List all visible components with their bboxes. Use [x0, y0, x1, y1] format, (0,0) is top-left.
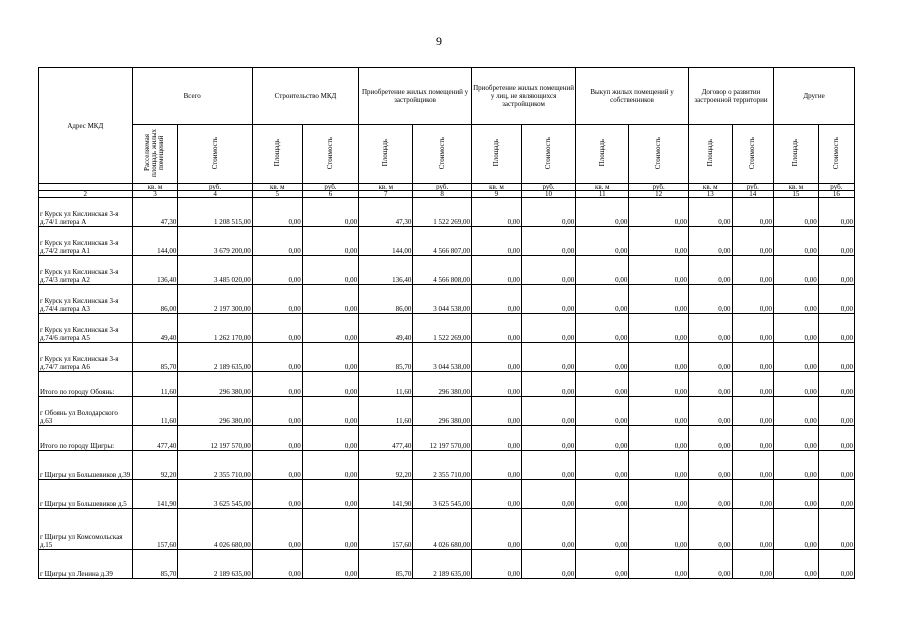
value-cell: 0,00 — [302, 256, 358, 285]
value-cell: 0,00 — [471, 285, 521, 314]
value-cell: 0,00 — [302, 314, 358, 343]
value-cell: 0,00 — [732, 397, 774, 426]
value-cell: 0,00 — [302, 451, 358, 480]
value-cell: 296 380,00 — [413, 372, 472, 397]
units-cell: кв. м — [132, 184, 178, 191]
table-row — [39, 285, 855, 314]
value-cell: 0,00 — [576, 509, 629, 550]
value-cell: 0,00 — [629, 372, 689, 397]
subheader-cost: Стоимость — [302, 125, 358, 184]
value-cell: 157,60 — [359, 509, 413, 550]
value-cell: 0,00 — [576, 198, 629, 227]
value-cell: 0,00 — [774, 372, 819, 397]
subheader-area: Площадь — [688, 125, 732, 184]
value-cell: 0,00 — [818, 343, 854, 372]
table-row — [39, 227, 855, 256]
subheader-total-cost: Стоимость — [178, 125, 252, 184]
value-cell: 0,00 — [252, 256, 302, 285]
value-cell: 0,00 — [629, 451, 689, 480]
value-cell: 1 262 170,00 — [178, 314, 252, 343]
value-cell: 1 208 515,00 — [178, 198, 252, 227]
table-row — [39, 256, 855, 285]
value-cell: 3 625 545,00 — [413, 480, 472, 509]
value-cell: 0,00 — [252, 426, 302, 451]
value-cell: 85,70 — [132, 550, 178, 579]
value-cell: 85,70 — [359, 343, 413, 372]
value-cell: 0,00 — [252, 509, 302, 550]
value-cell: 0,00 — [252, 227, 302, 256]
value-cell: 4 026 680,00 — [178, 509, 252, 550]
value-cell: 0,00 — [471, 227, 521, 256]
value-cell: 0,00 — [252, 314, 302, 343]
value-cell: 0,00 — [576, 285, 629, 314]
column-number: 16 — [818, 191, 854, 198]
units-cell — [39, 184, 133, 191]
value-cell: 0,00 — [774, 426, 819, 451]
units-cell: руб. — [732, 184, 774, 191]
value-cell: 0,00 — [521, 227, 575, 256]
value-cell: 0,00 — [302, 198, 358, 227]
column-number: 12 — [629, 191, 689, 198]
value-cell: 0,00 — [774, 285, 819, 314]
address-column-header: Адрес МКД — [39, 68, 133, 184]
value-cell: 0,00 — [471, 198, 521, 227]
value-cell: 11,60 — [359, 372, 413, 397]
value-cell: 3 625 545,00 — [178, 480, 252, 509]
column-number: 9 — [471, 191, 521, 198]
address-cell: г Курск ул Кислинская 3-я д.74/2 литера А1 — [39, 227, 133, 256]
value-cell: 4 566 808,00 — [413, 256, 472, 285]
value-cell: 0,00 — [629, 480, 689, 509]
value-cell: 0,00 — [521, 256, 575, 285]
value-cell: 0,00 — [688, 285, 732, 314]
value-cell: 0,00 — [302, 397, 358, 426]
column-number: 11 — [576, 191, 629, 198]
value-cell: 477,40 — [132, 426, 178, 451]
value-cell: 0,00 — [774, 256, 819, 285]
units-cell: кв. м — [359, 184, 413, 191]
units-row — [39, 184, 855, 191]
value-cell: 4 566 807,00 — [413, 227, 472, 256]
value-cell: 0,00 — [732, 198, 774, 227]
value-cell: 0,00 — [732, 285, 774, 314]
units-cell: руб. — [413, 184, 472, 191]
table-row — [39, 550, 855, 579]
value-cell: 0,00 — [521, 397, 575, 426]
value-cell: 0,00 — [576, 550, 629, 579]
value-cell: 0,00 — [576, 227, 629, 256]
value-cell: 0,00 — [576, 480, 629, 509]
value-cell: 0,00 — [629, 550, 689, 579]
value-cell: 0,00 — [818, 314, 854, 343]
column-number: 5 — [252, 191, 302, 198]
units-cell: кв. м — [688, 184, 732, 191]
value-cell: 3 044 538,00 — [413, 343, 472, 372]
value-cell: 0,00 — [521, 509, 575, 550]
value-cell: 0,00 — [629, 227, 689, 256]
units-cell: кв. м — [576, 184, 629, 191]
value-cell: 0,00 — [688, 372, 732, 397]
value-cell: 0,00 — [302, 550, 358, 579]
value-cell: 86,00 — [359, 285, 413, 314]
value-cell: 0,00 — [732, 480, 774, 509]
units-cell: кв. м — [774, 184, 819, 191]
subheader-cost: Стоимость — [521, 125, 575, 184]
column-number-row — [39, 191, 855, 198]
value-cell: 0,00 — [774, 314, 819, 343]
value-cell: 0,00 — [252, 285, 302, 314]
value-cell: 0,00 — [576, 397, 629, 426]
units-cell: руб. — [818, 184, 854, 191]
address-cell: г Курск ул Кислинская 3-я д.74/1 литера А — [39, 198, 133, 227]
value-cell: 157,60 — [132, 509, 178, 550]
value-cell: 0,00 — [252, 451, 302, 480]
value-cell: 0,00 — [252, 397, 302, 426]
value-cell: 2 189 635,00 — [178, 550, 252, 579]
value-cell: 49,40 — [359, 314, 413, 343]
value-cell: 85,70 — [132, 343, 178, 372]
value-cell: 0,00 — [576, 314, 629, 343]
value-cell: 3 044 538,00 — [413, 285, 472, 314]
value-cell: 0,00 — [629, 285, 689, 314]
value-cell: 0,00 — [818, 480, 854, 509]
value-cell: 0,00 — [774, 397, 819, 426]
value-cell: 0,00 — [732, 426, 774, 451]
value-cell: 0,00 — [688, 451, 732, 480]
value-cell: 136,40 — [359, 256, 413, 285]
value-cell: 49,40 — [132, 314, 178, 343]
value-cell: 47,30 — [359, 198, 413, 227]
value-cell: 0,00 — [471, 550, 521, 579]
value-cell: 0,00 — [521, 451, 575, 480]
value-cell: 0,00 — [774, 451, 819, 480]
relocation-table — [38, 67, 855, 579]
value-cell: 0,00 — [576, 451, 629, 480]
value-cell: 2 355 710,00 — [178, 451, 252, 480]
value-cell: 0,00 — [688, 426, 732, 451]
value-cell: 2 355 710,00 — [413, 451, 472, 480]
value-cell: 0,00 — [774, 550, 819, 579]
group-header-territory-agreement: Договор о развитии застроенной территории — [688, 68, 773, 125]
value-cell: 0,00 — [302, 227, 358, 256]
value-cell: 86,00 — [132, 285, 178, 314]
table-row — [39, 480, 855, 509]
group-header-other: Другие — [774, 68, 855, 125]
subheader-area: Площадь — [359, 125, 413, 184]
value-cell: 0,00 — [818, 451, 854, 480]
value-cell: 0,00 — [818, 256, 854, 285]
units-cell: кв. м — [471, 184, 521, 191]
value-cell: 0,00 — [471, 372, 521, 397]
value-cell: 0,00 — [818, 227, 854, 256]
value-cell: 0,00 — [521, 480, 575, 509]
value-cell: 85,70 — [359, 550, 413, 579]
value-cell: 0,00 — [302, 372, 358, 397]
subheader-area: Площадь — [471, 125, 521, 184]
column-number: 7 — [359, 191, 413, 198]
value-cell: 0,00 — [818, 509, 854, 550]
value-cell: 0,00 — [629, 343, 689, 372]
value-cell: 0,00 — [688, 509, 732, 550]
value-cell: 0,00 — [818, 426, 854, 451]
subheader-cost: Стоимость — [629, 125, 689, 184]
column-number: 3 — [132, 191, 178, 198]
value-cell: 0,00 — [818, 285, 854, 314]
value-cell: 12 197 570,00 — [413, 426, 472, 451]
address-cell: г Курск ул Кислинская 3-я д.74/3 литера А2 — [39, 256, 133, 285]
value-cell: 0,00 — [629, 509, 689, 550]
table-row — [39, 343, 855, 372]
group-header-construction: Строительство МКД — [252, 68, 358, 125]
table-row — [39, 198, 855, 227]
table-row — [39, 426, 855, 451]
value-cell: 0,00 — [688, 343, 732, 372]
value-cell: 136,40 — [132, 256, 178, 285]
value-cell: 0,00 — [818, 372, 854, 397]
value-cell: 0,00 — [774, 480, 819, 509]
value-cell: 0,00 — [774, 198, 819, 227]
column-number: 14 — [732, 191, 774, 198]
value-cell: 0,00 — [688, 397, 732, 426]
value-cell: 0,00 — [471, 509, 521, 550]
value-cell: 141,90 — [132, 480, 178, 509]
value-cell: 0,00 — [774, 227, 819, 256]
value-cell: 0,00 — [471, 314, 521, 343]
group-header-buyout: Выкуп жилых помещений у собственников — [576, 68, 689, 125]
address-cell: Итого по городу Щигры: — [39, 426, 133, 451]
value-cell: 0,00 — [252, 372, 302, 397]
value-cell: 2 197 300,00 — [178, 285, 252, 314]
address-cell: г Щигры ул Большевиков д.5 — [39, 480, 133, 509]
value-cell: 0,00 — [252, 550, 302, 579]
value-cell: 47,30 — [132, 198, 178, 227]
group-header-purchase-developer: Приобретение жилых помещений у застройщиков — [359, 68, 472, 125]
subheader-cost: Стоимость — [818, 125, 854, 184]
value-cell: 144,00 — [132, 227, 178, 256]
value-cell: 0,00 — [302, 480, 358, 509]
address-cell: Итого по городу Обоянь: — [39, 372, 133, 397]
column-number: 6 — [302, 191, 358, 198]
address-cell: г Курск ул Кислинская 3-я д.74/7 литера А6 — [39, 343, 133, 372]
value-cell: 0,00 — [688, 480, 732, 509]
value-cell: 0,00 — [732, 343, 774, 372]
value-cell: 12 197 570,00 — [178, 426, 252, 451]
value-cell: 477,40 — [359, 426, 413, 451]
table-row — [39, 509, 855, 550]
value-cell: 0,00 — [302, 426, 358, 451]
value-cell: 0,00 — [252, 343, 302, 372]
column-number: 10 — [521, 191, 575, 198]
value-cell: 0,00 — [774, 509, 819, 550]
value-cell: 141,90 — [359, 480, 413, 509]
value-cell: 0,00 — [521, 372, 575, 397]
value-cell: 1 522 269,00 — [413, 198, 472, 227]
value-cell: 3 485 020,00 — [178, 256, 252, 285]
address-cell: г Щигры ул Большевиков д.39 — [39, 451, 133, 480]
value-cell: 92,20 — [132, 451, 178, 480]
table-row — [39, 397, 855, 426]
value-cell: 0,00 — [576, 256, 629, 285]
header-subcolumn-row — [39, 125, 855, 184]
address-cell: г Обоянь ул Володарского д.63 — [39, 397, 133, 426]
table-row — [39, 314, 855, 343]
value-cell: 0,00 — [521, 285, 575, 314]
table-row — [39, 372, 855, 397]
value-cell: 0,00 — [302, 343, 358, 372]
value-cell: 11,60 — [132, 397, 178, 426]
value-cell: 0,00 — [521, 343, 575, 372]
value-cell: 0,00 — [818, 198, 854, 227]
value-cell: 296 380,00 — [178, 372, 252, 397]
value-cell: 0,00 — [629, 256, 689, 285]
value-cell: 1 522 269,00 — [413, 314, 472, 343]
value-cell: 0,00 — [732, 256, 774, 285]
units-cell: руб. — [178, 184, 252, 191]
value-cell: 0,00 — [818, 550, 854, 579]
page-number: 9 — [436, 34, 442, 48]
value-cell: 92,20 — [359, 451, 413, 480]
value-cell: 0,00 — [629, 198, 689, 227]
value-cell: 0,00 — [732, 227, 774, 256]
subheader-resettled-area: Расселяемая площадь жилых помещений — [132, 125, 178, 184]
value-cell: 0,00 — [629, 314, 689, 343]
value-cell: 3 679 200,00 — [178, 227, 252, 256]
value-cell: 0,00 — [302, 509, 358, 550]
value-cell: 11,60 — [132, 372, 178, 397]
value-cell: 0,00 — [471, 480, 521, 509]
value-cell: 0,00 — [521, 314, 575, 343]
value-cell: 0,00 — [688, 256, 732, 285]
value-cell: 0,00 — [629, 426, 689, 451]
subheader-area: Площадь — [774, 125, 819, 184]
value-cell: 0,00 — [774, 343, 819, 372]
value-cell: 0,00 — [732, 550, 774, 579]
value-cell: 296 380,00 — [178, 397, 252, 426]
table-row — [39, 451, 855, 480]
value-cell: 0,00 — [471, 397, 521, 426]
subheader-area: Площадь — [576, 125, 629, 184]
value-cell: 0,00 — [688, 314, 732, 343]
units-cell: руб. — [629, 184, 689, 191]
value-cell: 0,00 — [688, 198, 732, 227]
value-cell: 0,00 — [629, 397, 689, 426]
value-cell: 0,00 — [576, 426, 629, 451]
value-cell: 0,00 — [252, 198, 302, 227]
subheader-cost: Стоимость — [732, 125, 774, 184]
address-cell: г Щигры ул Комсомольская д.15 — [39, 509, 133, 550]
value-cell: 0,00 — [688, 550, 732, 579]
value-cell: 144,00 — [359, 227, 413, 256]
address-cell: г Курск ул Кислинская 3-я д.74/4 литера А3 — [39, 285, 133, 314]
value-cell: 0,00 — [521, 426, 575, 451]
units-cell: руб. — [521, 184, 575, 191]
address-cell: г Щигры ул Ленина д.39 — [39, 550, 133, 579]
value-cell: 0,00 — [688, 227, 732, 256]
value-cell: 0,00 — [471, 256, 521, 285]
header-group-row — [39, 68, 855, 125]
subheader-area: Площадь — [252, 125, 302, 184]
column-number: 13 — [688, 191, 732, 198]
value-cell: 0,00 — [732, 314, 774, 343]
value-cell: 0,00 — [732, 451, 774, 480]
units-cell: руб. — [302, 184, 358, 191]
column-number: 8 — [413, 191, 472, 198]
column-number: 15 — [774, 191, 819, 198]
value-cell: 0,00 — [471, 343, 521, 372]
subheader-cost: Стоимость — [413, 125, 472, 184]
value-cell: 11,60 — [359, 397, 413, 426]
value-cell: 0,00 — [471, 451, 521, 480]
group-header-total: Всего — [132, 68, 252, 125]
value-cell: 0,00 — [252, 480, 302, 509]
value-cell: 2 189 635,00 — [413, 550, 472, 579]
value-cell: 0,00 — [576, 372, 629, 397]
value-cell: 0,00 — [732, 509, 774, 550]
address-cell: г Курск ул Кислинская 3-я д.74/6 литера А5 — [39, 314, 133, 343]
value-cell: 0,00 — [521, 550, 575, 579]
units-cell: кв. м — [252, 184, 302, 191]
value-cell: 0,00 — [818, 397, 854, 426]
value-cell: 0,00 — [302, 285, 358, 314]
value-cell: 0,00 — [521, 198, 575, 227]
value-cell: 0,00 — [732, 372, 774, 397]
value-cell: 0,00 — [471, 426, 521, 451]
column-number: 2 — [39, 191, 133, 198]
value-cell: 296 380,00 — [413, 397, 472, 426]
value-cell: 4 026 680,00 — [413, 509, 472, 550]
group-header-purchase-non-developer: Приобретение жилых помещений у лиц, не являющихся застройщиком — [471, 68, 575, 125]
value-cell: 0,00 — [576, 343, 629, 372]
column-number: 4 — [178, 191, 252, 198]
value-cell: 2 189 635,00 — [178, 343, 252, 372]
